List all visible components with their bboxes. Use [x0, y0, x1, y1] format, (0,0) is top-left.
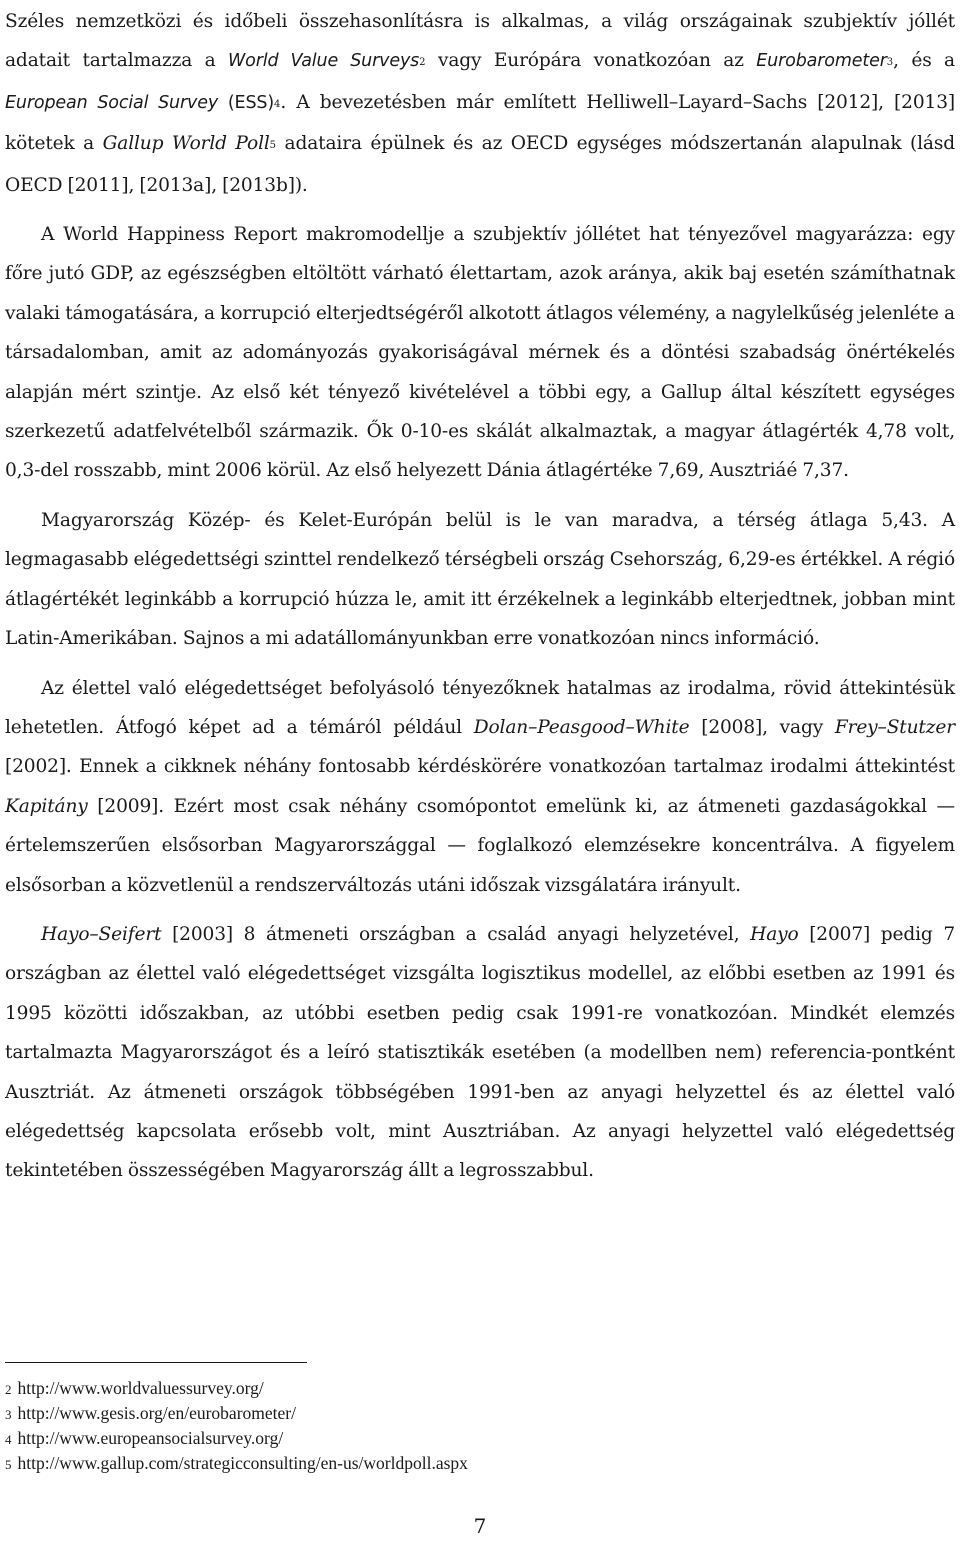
text-span: [2009]. Ezért most csak néhány csomópontot emelünk ki, az átmeneti gazdaságokkal — értelemszerűen elsősorban Magyarországgal — foglalkozó elemzésekre koncentrálva. A figyelem elsősorban a közvetlenül a rendszerváltozás utáni időszak vizsgálatára irányult. — [5, 795, 955, 896]
italic-span: Kapitány — [5, 795, 88, 817]
text-span: [2007] pedig 7 országban az élettel való elégedettséget vizsgálta logisztikus modellel, az előbbi esetben az 1991 és 1995 közötti időszakban, az utóbbi esetben pedig csak 1991-re vonatkozóan. Mindkét elemzés tartalmazta Magyarországot és a leíró statisztikák esetében (a modellben nem) referencia-pontként Ausztriát. Az átmeneti országok többségében 1991-ben az anyagi helyzettel és az élettel való elégedettség kapcsolata erősebb volt, mint Ausztriában. Az anyagi helyzettel való elégedettség tekintetében összességében Magyarország állt a legrosszabbul. — [5, 923, 955, 1182]
italic-span: World Value Surveys — [228, 51, 420, 72]
footnote — [5, 1402, 905, 1427]
italic-span: Hayo — [750, 923, 799, 945]
footnote-link[interactable]: http://www.gesis.org/en/eurobarometer/ — [17, 1402, 296, 1423]
text-span: adataira épülnek és az OECD egységes módszertanán alapulnak (lásd OECD [2011], [2013a], [2013b]). — [5, 133, 955, 196]
paragraph — [5, 669, 955, 905]
footnote-number: 2 — [5, 1382, 12, 1397]
italic-span: Dolan–Peasgood–White — [473, 716, 690, 738]
footnote-number: 5 — [5, 1456, 12, 1472]
text-span: Magyarország Közép- és Kelet-Európán belül is le van maradva, a térség átlaga 5,43. A legmagasabb elégedettségi szinttel rendelkező térségbeli ország Csehország, 6,29-es értékkel. A régió átlagértékét leginkább a korrupció húzza le, amit itt érzékelnek a leginkább elterjedtnek, jobban mint Latin-Amerikában. Sajnos a mi adatállományunkban erre vonatkozóan nincs információ. — [5, 509, 955, 650]
footnote — [5, 1377, 905, 1402]
footnote-number: 3 — [5, 1406, 12, 1422]
body-text — [5, 2, 955, 1201]
italic-span: Eurobarometer — [756, 51, 887, 72]
text-span: Széles nemzetközi és időbeli összehasonlításra is alkalmas, a világ országainak szubjektív jóllét adatait tartalmazza a — [5, 11, 955, 72]
text-span: Az élettel való elégedettséget befolyásoló tényezőknek hatalmas az irodalma, rövid áttekintésük lehetetlen. Átfogó képet ad a témáról például — [5, 677, 955, 738]
paragraph — [5, 215, 955, 491]
footnote-separator — [5, 1362, 307, 1363]
paragraph — [5, 915, 955, 1191]
footnote — [5, 1452, 905, 1477]
text-span: . A bevezetésben már említett Helliwell–Layard–Sachs [2012], [2013] kötetek a — [5, 91, 955, 155]
page-number: 7 — [473, 1514, 487, 1538]
text-span: [2008], vagy — [689, 716, 835, 738]
footnote-number: 4 — [5, 1431, 12, 1447]
footnote-link[interactable]: http://www.worldvaluessurvey.org/ — [17, 1378, 264, 1398]
footnote — [5, 1427, 905, 1452]
italic-span: European Social Survey — [5, 92, 219, 113]
text-span: vagy Európára vonatkozóan az — [425, 50, 757, 72]
footnote-ref: 4 — [274, 98, 281, 110]
footnote-link[interactable]: http://www.europeansocialsurvey.org/ — [17, 1427, 284, 1448]
text-span: A World Happiness Report makromodellje a szubjektív jóllétet hat tényezővel magyarázza: egy főre jutó GDP, az egészségben eltöltött várható élettartam, azok aránya, akik baj esetén számíthatnak valaki támogatására, a korrupció elterjedtségéről alkotott átlagos vélemény, a nagylelkűség jelenléte a társadalomban, amit az adományozás gyakoriságával mérnek és a döntési szabadság önértékelés alapján mért szintje. Az első két tényező kivételével a többi egy, a Gallup által készített egységes szerkezetű adatfelvételből származik. Ők 0-10-es skálát alkalmaztak, a magyar átlagérték 4,78 volt, 0,3-del rosszabb, mint 2006 körül. Az első helyezett Dánia átlagértéke 7,69, Ausztriáé 7,37. — [5, 224, 955, 482]
italic-span: Frey–Stutzer — [834, 716, 955, 738]
text-span: [2003] 8 átmeneti országban a család anyagi helyzetével, — [161, 923, 751, 945]
text-span: (ESS) — [218, 92, 275, 113]
text-span: [2002]. Ennek a cikknek néhány fontosabb kérdéskörére vonatkozóan tartalmaz irodalmi áttekintést — [5, 756, 955, 778]
italic-span: Hayo–Seifert — [41, 923, 162, 945]
paragraph — [5, 501, 955, 659]
footnote-ref: 5 — [269, 140, 277, 152]
italic-span: Gallup World Poll — [102, 133, 270, 155]
footnote-ref: 2 — [419, 57, 426, 69]
paragraph — [5, 2, 955, 205]
footnotes — [5, 1377, 905, 1477]
footnote-link[interactable]: http://www.gallup.com/strategicconsulting/en-us/worldpoll.aspx — [17, 1452, 468, 1473]
text-span: , és a — [893, 50, 955, 72]
footnote-ref: 3 — [886, 57, 894, 69]
